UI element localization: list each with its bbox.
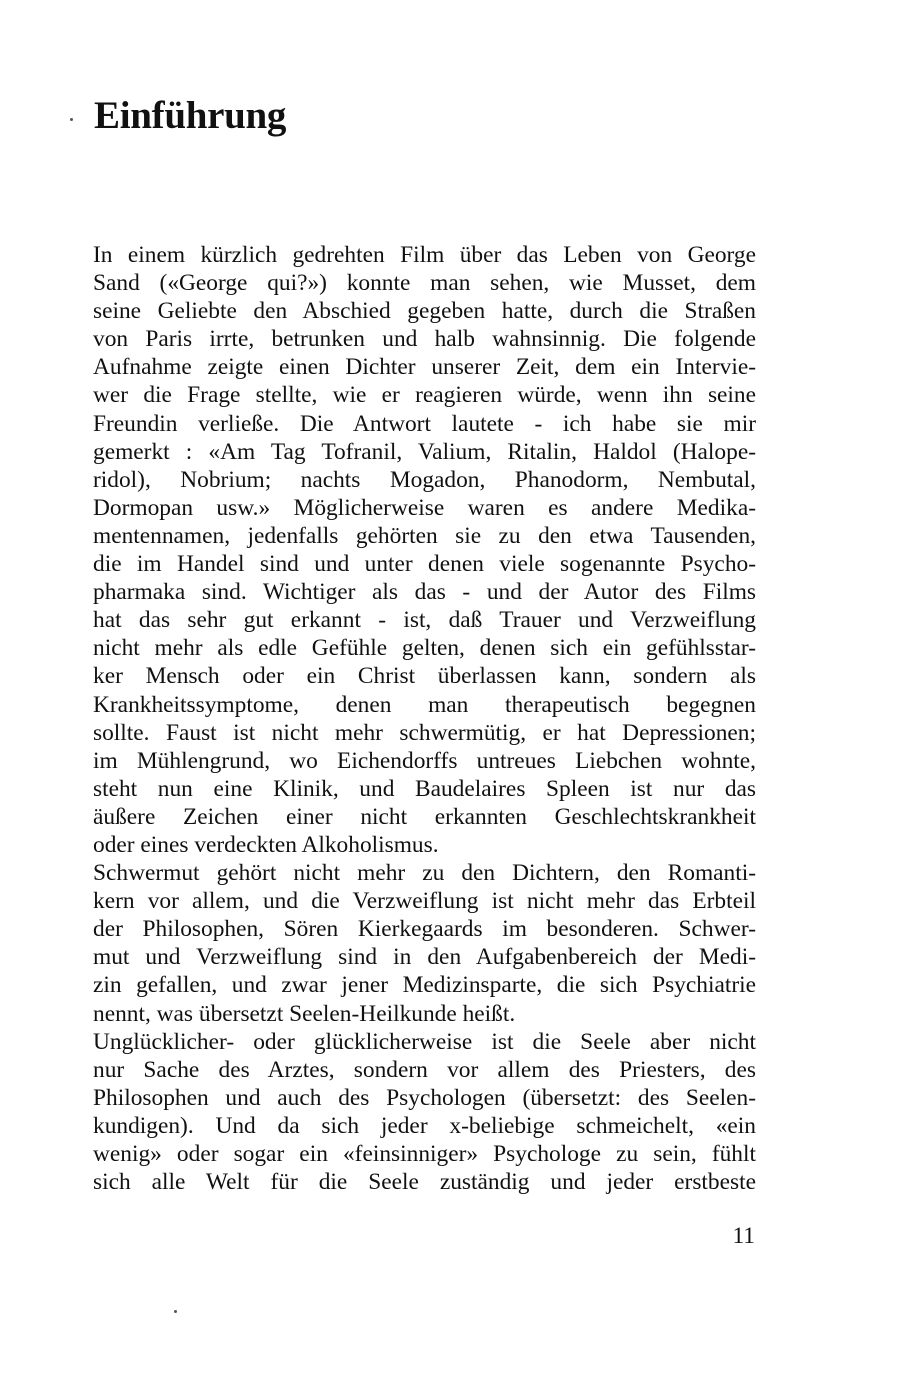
text-line: der Philosophen, Sören Kierkegaards im besonderen. Schwer- [93,916,756,943]
chapter-heading: Einführung [94,94,287,137]
text-line: Schwermut gehört nicht mehr zu den Dichtern, den Romanti- [93,860,756,887]
text-line: hat das sehr gut erkannt - ist, daß Trauer und Verzweiflung [93,607,756,634]
text-line: mut und Verzweiflung sind in den Aufgabenbereich der Medi- [93,944,756,971]
text-line: Sand («George qui?») konnte man sehen, wie Musset, dem [93,270,756,297]
print-speck [174,1310,177,1313]
text-line: wer die Frage stellte, wie er reagieren würde, wenn ihn seine [93,382,756,409]
text-line: steht nun eine Klinik, und Baudelaires Spleen ist nur das [93,775,756,802]
text-line: Unglücklicher- oder glücklicherweise ist die Seele aber nicht [93,1028,756,1055]
text-line: ridol), Nobrium; nachts Mogadon, Phanodorm, Nembutal, [93,466,756,493]
body-text [93,241,756,1196]
print-speck [70,118,73,121]
text-line: mentennamen, jedenfalls gehörten sie zu den etwa Tausenden, [93,522,756,549]
text-line: nicht mehr als edle Gefühle gelten, denen sich ein gefühlsstar- [93,635,756,662]
text-line: von Paris irrte, betrunken und halb wahnsinnig. Die folgende [93,326,756,353]
text-line: oder eines verdeckten Alkoholismus. [93,831,439,858]
text-line: In einem kürzlich gedrehten Film über das Leben von George [93,242,756,268]
text-line: Krankheitssymptome, denen man therapeutisch begegnen [93,691,756,718]
page-number: 11 [732,1223,755,1249]
text-line: im Mühlengrund, wo Eichendorffs untreues Liebchen wohnte, [93,747,756,774]
text-line: Philosophen und auch des Psychologen (übersetzt: des Seelen- [93,1084,756,1111]
text-line: Aufnahme zeigte einen Dichter unserer Zeit, dem ein Intervie- [93,354,756,381]
text-line: äußere Zeichen einer nicht erkannten Geschlechtskrankheit [93,803,756,830]
text-line: Freundin verließe. Die Antwort lautete - ich habe sie mir [93,410,756,437]
text-line: Dormopan usw.» Möglicherweise waren es andere Medika- [93,494,756,521]
text-line: zin gefallen, und zwar jener Medizinsparte, die sich Psychiatrie [93,972,756,999]
text-line: nur Sache des Arztes, sondern vor allem des Priesters, des [93,1056,756,1083]
text-line: die im Handel sind und unter denen viele sogenannte Psycho- [93,551,756,578]
text-line: sich alle Welt für die Seele zuständig und jeder erstbeste [93,1169,756,1196]
paragraph [93,241,756,859]
text-line: seine Geliebte den Abschied gegeben hatte, durch die Straßen [93,298,756,325]
paragraph [93,1028,756,1197]
text-line: pharmaka sind. Wichtiger als das - und der Autor des Films [93,579,756,606]
text-line: kundigen). Und da sich jeder x-beliebige schmeichelt, «ein [93,1112,756,1139]
paragraph [93,859,756,1028]
text-line: ker Mensch oder ein Christ überlassen kann, sondern als [93,663,756,690]
text-line: kern vor allem, und die Verzweiflung ist nicht mehr das Erbteil [93,888,756,915]
text-line: wenig» oder sogar ein «feinsinniger» Psychologe zu sein, fühlt [93,1141,756,1167]
text-line: gemerkt : «Am Tag Tofranil, Valium, Ritalin, Haldol (Halope- [93,438,756,465]
text-line: nennt, was übersetzt Seelen-Heilkunde heißt. [93,1000,516,1027]
text-line: sollte. Faust ist nicht mehr schwermütig, er hat Depressionen; [93,719,756,746]
